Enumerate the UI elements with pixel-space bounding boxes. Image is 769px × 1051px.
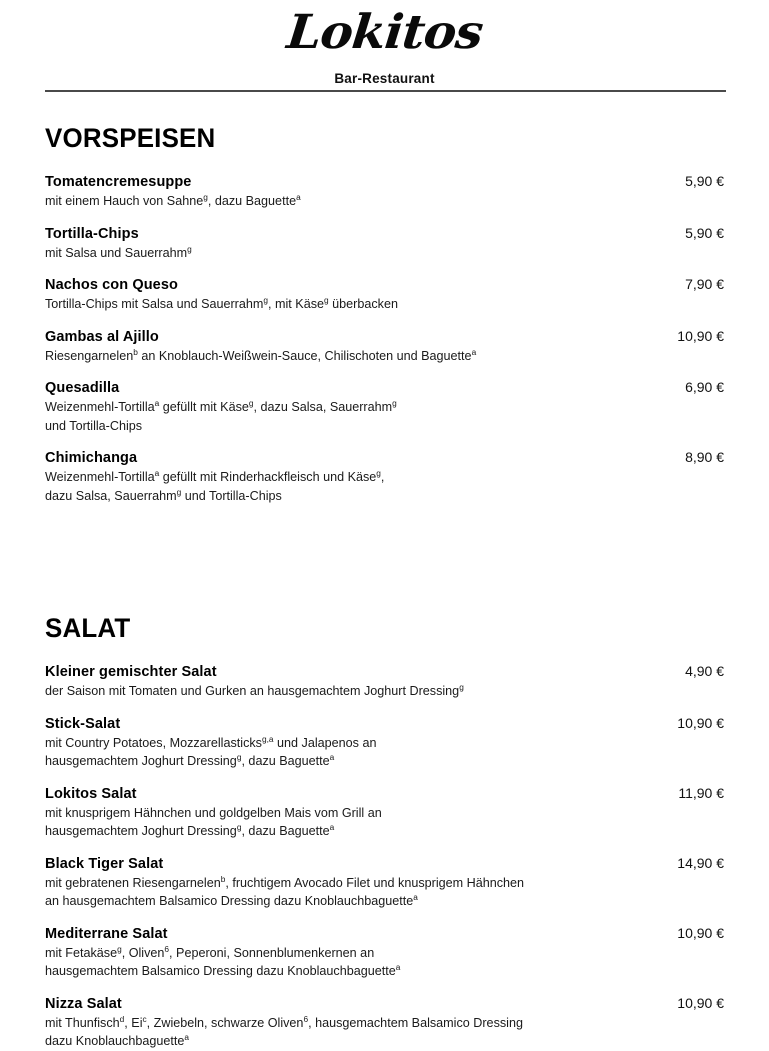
description-text: dazu Knoblauchbaguette — [45, 1034, 185, 1049]
description-text: gefüllt mit Rinderhackfleisch und Käse — [159, 470, 377, 485]
description-line — [45, 1032, 665, 1051]
menu-sections — [0, 92, 769, 1051]
menu-item — [45, 328, 724, 366]
allergen-marker: c — [142, 1013, 147, 1024]
menu-item-description — [45, 944, 665, 981]
menu-item-price: 10,90 € — [677, 924, 724, 941]
menu-section — [45, 519, 724, 1051]
description-line — [45, 682, 665, 701]
menu-item — [45, 225, 724, 263]
description-text: , fruchtigem Avocado Filet und knusprigem Hähnchen — [225, 875, 525, 890]
description-text: mit Fetakäse — [45, 945, 118, 960]
description-text: , Peperoni, Sonnenblumenkernen an — [169, 945, 375, 960]
description-line — [45, 398, 665, 417]
menu-item-name: Lokitos Salat — [45, 785, 137, 802]
allergen-marker: g — [176, 486, 182, 497]
description-text: mit knusprigem Hähnchen und goldgelben Mais vom Grill an — [45, 805, 382, 820]
allergen-marker: g,a — [261, 733, 274, 744]
menu-item-name: Black Tiger Salat — [45, 855, 164, 872]
menu-item-head — [45, 995, 724, 1012]
menu-item-name: Nizza Salat — [45, 995, 122, 1012]
menu-item-name: Gambas al Ajillo — [45, 328, 159, 345]
menu-item-head — [45, 276, 724, 293]
description-line — [45, 244, 665, 263]
section-title: SALAT — [45, 613, 131, 644]
menu-item-head — [45, 225, 724, 242]
description-line — [45, 487, 665, 506]
allergen-marker: a — [329, 822, 335, 833]
description-line — [45, 417, 665, 436]
description-text: der Saison mit Tomaten und Gurken an hausgemachtem Joghurt Dressing — [45, 684, 460, 699]
menu-item-description — [45, 874, 665, 911]
description-text: , dazu Baguette — [207, 194, 297, 209]
description-text: , dazu Baguette — [241, 824, 330, 839]
allergen-marker: g — [236, 822, 242, 833]
description-text: und Jalapenos an — [273, 735, 377, 750]
description-line — [45, 347, 665, 366]
description-text: , Ei — [124, 1015, 143, 1030]
menu-item-price: 7,90 € — [685, 276, 724, 293]
menu-item-description — [45, 1014, 665, 1051]
menu-item-description — [45, 734, 665, 771]
allergen-marker: a — [154, 468, 160, 479]
description-line — [45, 944, 665, 963]
menu-item-head — [45, 663, 724, 680]
masthead — [0, 0, 769, 92]
allergen-marker: g — [376, 468, 381, 479]
menu-item-description — [45, 192, 665, 211]
menu-item-price: 10,90 € — [677, 714, 724, 731]
menu-item-head — [45, 855, 724, 872]
description-text: mit Salsa und Sauerrahm — [45, 245, 188, 260]
menu-item-head — [45, 925, 724, 942]
menu-item — [45, 785, 724, 841]
restaurant-logo: Lokitos — [284, 5, 485, 60]
allergen-marker: g — [203, 192, 208, 203]
menu-item-description — [45, 295, 665, 314]
allergen-marker: g — [324, 295, 329, 306]
menu-item-price: 10,90 € — [677, 994, 724, 1011]
description-line — [45, 874, 665, 893]
allergen-marker: b — [220, 873, 226, 884]
allergen-marker: g — [248, 398, 254, 409]
description-text: und Tortilla-Chips — [181, 488, 282, 503]
description-text: gefüllt mit Käse — [159, 400, 249, 415]
description-text: hausgemachtem Joghurt Dressing — [45, 824, 237, 839]
description-line — [45, 752, 665, 771]
description-line — [45, 822, 665, 841]
menu-item-head — [45, 785, 724, 802]
menu-item-name: Nachos con Queso — [45, 277, 178, 294]
menu-item — [45, 379, 724, 435]
menu-item — [45, 715, 724, 771]
allergen-marker: g — [236, 752, 242, 763]
description-text: mit Thunfisch — [45, 1015, 120, 1030]
menu-item-head — [45, 173, 724, 190]
allergen-marker: a — [154, 398, 160, 409]
menu-item-price: 8,90 € — [685, 449, 724, 466]
menu-item — [45, 276, 724, 314]
description-line — [45, 295, 665, 314]
allergen-marker: g — [263, 295, 269, 306]
menu-item — [45, 173, 724, 211]
menu-item-price: 6,90 € — [685, 379, 724, 396]
menu-item-price: 11,90 € — [678, 784, 724, 801]
allergen-marker: a — [395, 962, 401, 973]
description-text: Riesengarnelen — [45, 348, 134, 363]
description-text: , hausgemachtem Balsamico Dressing — [308, 1015, 523, 1030]
description-line — [45, 892, 665, 911]
description-text: , — [380, 470, 385, 485]
menu-item-name: Chimichanga — [45, 450, 138, 467]
allergen-marker: a — [329, 752, 335, 763]
menu-item-description — [45, 682, 665, 701]
description-text: mit einem Hauch von Sahne — [45, 194, 204, 209]
menu-item-head — [45, 379, 724, 396]
allergen-marker: a — [471, 346, 477, 357]
description-text: mit Country Potatoes, Mozzarellasticks — [45, 735, 262, 750]
allergen-marker: g — [392, 398, 397, 409]
description-text: Tortilla-Chips mit Salsa und Sauerrahm — [45, 297, 264, 312]
menu-item-description — [45, 398, 665, 435]
description-text: an hausgemachtem Balsamico Dressing dazu Knoblauchbaguette — [45, 894, 414, 909]
description-text: Weizenmehl-Tortilla — [45, 470, 155, 485]
menu-item-price: 4,90 € — [685, 663, 724, 680]
allergen-marker: a — [184, 1032, 189, 1043]
menu-item-head — [45, 715, 724, 732]
section-title: VORSPEISEN — [45, 123, 216, 154]
description-line — [45, 804, 665, 823]
description-text: , Oliven — [121, 945, 165, 960]
menu-item-name: Tomatencremesuppe — [45, 174, 192, 191]
description-text: überbacken — [328, 297, 398, 312]
menu-item-name: Stick-Salat — [45, 715, 121, 732]
menu-item — [45, 995, 724, 1051]
menu-item-name: Tortilla-Chips — [45, 225, 139, 242]
menu-item-price: 5,90 € — [685, 224, 724, 241]
menu-item-price: 5,90 € — [685, 173, 724, 190]
description-text: und Tortilla-Chips — [45, 418, 143, 433]
description-line — [45, 962, 665, 981]
menu-item-price: 14,90 € — [677, 854, 724, 871]
allergen-marker: g — [117, 943, 122, 954]
menu-item-description — [45, 244, 665, 263]
menu-section — [45, 92, 724, 505]
menu-item-name: Kleiner gemischter Salat — [45, 664, 217, 681]
allergen-marker: d — [119, 1013, 125, 1024]
menu-item-head — [45, 328, 724, 345]
menu-item-description — [45, 347, 665, 366]
menu-item — [45, 449, 724, 505]
description-line — [45, 1014, 665, 1033]
menu-item — [45, 663, 724, 701]
description-text: hausgemachtem Balsamico Dressing dazu Knoblauchbaguette — [45, 964, 396, 979]
description-text: mit gebratenen Riesengarnelen — [45, 875, 221, 890]
restaurant-subtitle: Bar-Restaurant — [334, 71, 435, 87]
allergen-marker: a — [296, 192, 301, 203]
menu-item-description — [45, 468, 665, 505]
description-text: hausgemachtem Joghurt Dressing — [45, 754, 237, 769]
allergen-marker: 6 — [164, 943, 170, 954]
description-line — [45, 192, 665, 211]
description-text: an Knoblauch-Weißwein-Sauce, Chilischoten und Baguette — [137, 348, 472, 363]
menu-item-name: Mediterrane Salat — [45, 925, 168, 942]
description-text: Weizenmehl-Tortilla — [45, 400, 155, 415]
allergen-marker: g — [459, 682, 464, 693]
menu-item-head — [45, 449, 724, 466]
allergen-marker: b — [133, 346, 138, 357]
description-text: , dazu Baguette — [241, 754, 330, 769]
description-line — [45, 468, 665, 487]
menu-item-price: 10,90 € — [677, 327, 724, 344]
menu-item — [45, 925, 724, 981]
allergen-marker: 6 — [303, 1013, 309, 1024]
description-text: dazu Salsa, Sauerrahm — [45, 488, 177, 503]
menu-item-description — [45, 804, 665, 841]
description-text: , Zwiebeln, schwarze Oliven — [146, 1015, 304, 1030]
description-text: , mit Käse — [268, 297, 325, 312]
description-text: , dazu Salsa, Sauerrahm — [253, 400, 393, 415]
menu-item — [45, 855, 724, 911]
description-line — [45, 734, 665, 753]
menu-item-name: Quesadilla — [45, 380, 120, 397]
allergen-marker: a — [413, 892, 418, 903]
allergen-marker: g — [187, 243, 192, 254]
